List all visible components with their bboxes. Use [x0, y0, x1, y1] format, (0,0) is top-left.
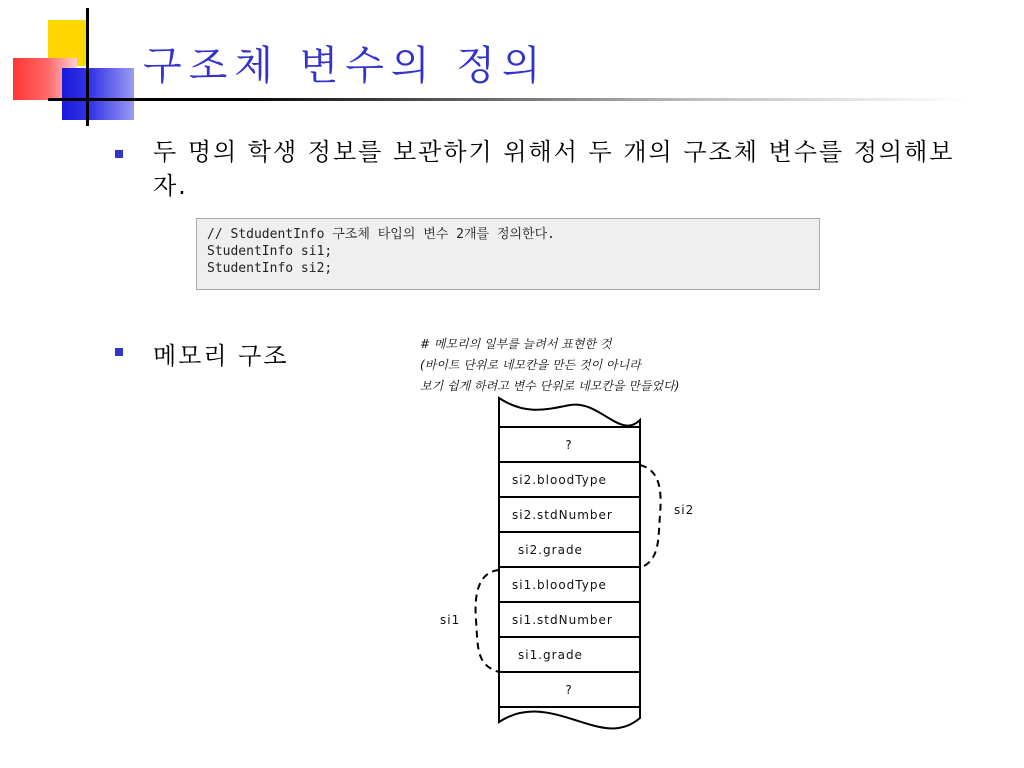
si2-group-label: si2 [674, 503, 695, 517]
memory-cell-dividers [499, 462, 640, 672]
memory-cell-label: ? [565, 438, 573, 452]
memory-cell-label: si1.bloodType [512, 578, 607, 592]
note-line: (바이트 단위로 네모칸을 만든 것이 아니라 [420, 358, 641, 372]
memory-top-wave [499, 398, 640, 427]
memory-cell-label: si2.grade [518, 543, 583, 557]
si1-brace [476, 570, 499, 672]
memory-cell-label: si1.stdNumber [512, 613, 613, 627]
memory-cell-label: si2.stdNumber [512, 508, 613, 522]
note-line: # 메모리의 일부를 늘려서 표현한 것 [420, 337, 612, 351]
bullet-text-1: 두 명의 학생 정보를 보관하기 위해서 두 개의 구조체 변수를 정의해보자. [153, 138, 955, 200]
note-line: 보기 쉽게 하려고 변수 단위로 네모칸을 만들었다) [420, 379, 680, 393]
memory-bottom-wave [499, 707, 640, 728]
memory-cell-label: si1.grade [518, 648, 583, 662]
bullet-text-2: 메모리 구조 [153, 342, 289, 370]
code-line: // StdudentInfo 구조체 타입의 변수 2개를 정의한다. [207, 227, 555, 242]
si2-brace [640, 465, 661, 568]
si1-group-label: si1 [440, 613, 461, 627]
memory-cell-label: ? [565, 683, 573, 697]
memory-cell-label: si2.bloodType [512, 473, 607, 487]
slide-title: 구조체 변수의 정의 [143, 43, 548, 89]
code-line: StudentInfo si2; [207, 261, 333, 276]
code-line: StudentInfo si1; [207, 244, 333, 259]
